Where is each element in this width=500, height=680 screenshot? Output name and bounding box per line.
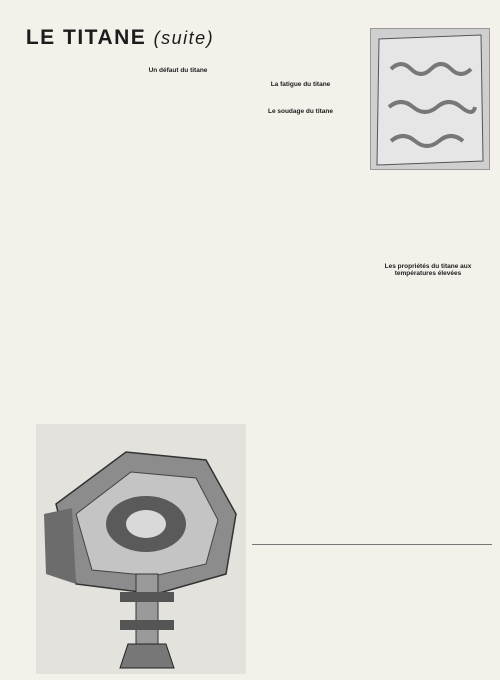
compressor-cutaway-photo (36, 424, 246, 674)
article-title (0, 26, 240, 50)
title-main: LE TITANE (25, 26, 147, 49)
bottom-article-text (254, 584, 490, 585)
article-column-1 (6, 56, 114, 57)
title-suite: (suite) (153, 28, 215, 48)
welded-plate-photo (370, 28, 490, 170)
compressor-cutaway-drawing (36, 424, 246, 674)
welded-plate-drawing (371, 29, 489, 169)
section-heading-defaut: Un défaut du titane (148, 67, 208, 74)
article-column-4 (366, 244, 490, 280)
section-heading-soudage: Le soudage du titane (267, 107, 333, 115)
section-heading-fatigue: La fatigue du titane (270, 81, 331, 88)
article-column-3 (243, 30, 358, 118)
article-column-2 (120, 56, 236, 78)
caption-rule (252, 544, 492, 545)
section-heading-proprietes: Les propriétés du titane aux températures élevées (384, 263, 472, 277)
